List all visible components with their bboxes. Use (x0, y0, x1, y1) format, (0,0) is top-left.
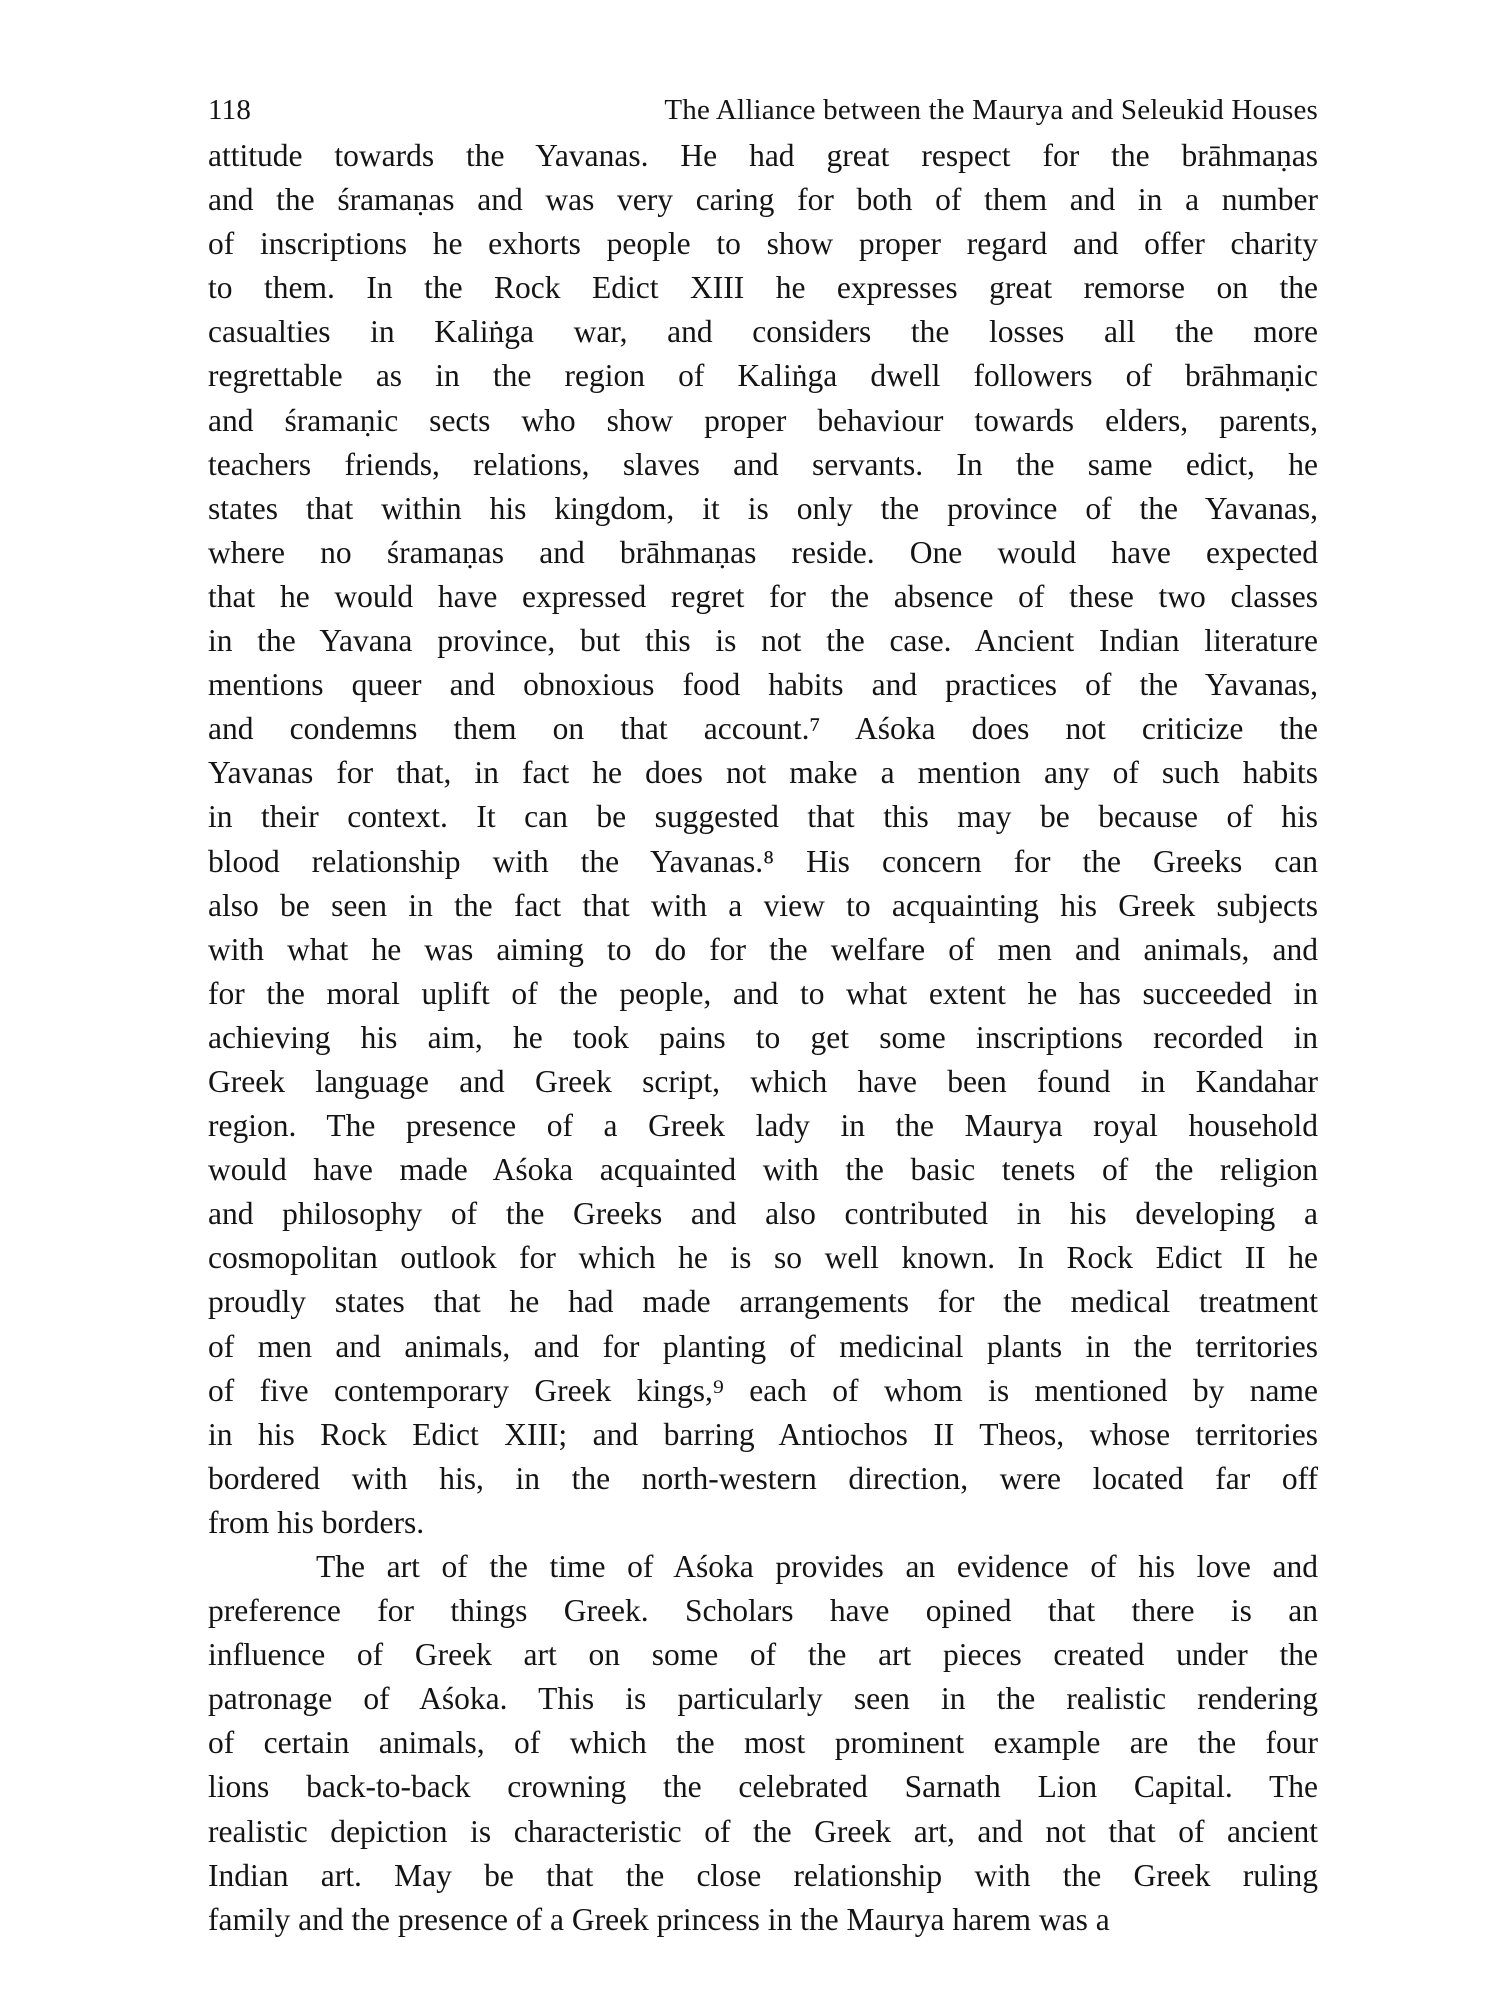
running-header (208, 88, 1318, 132)
text-line: casualties in Kaliṅga war, and considers the losses all the more (208, 314, 1318, 350)
running-title: The Alliance between the Maurya and Seleukid Houses (664, 94, 1318, 126)
text-line: proudly states that he had made arrangements for the medical treatment (208, 1284, 1318, 1320)
text-line: regrettable as in the region of Kaliṅga dwell followers of brāhmaṇic (208, 358, 1318, 394)
text-line: teachers friends, relations, slaves and servants. In the same edict, he (208, 446, 1318, 482)
text-line: realistic depiction is characteristic of the Greek art, and not that of ancient (208, 1813, 1318, 1849)
text-line: where no śramaṇas and brāhmaṇas reside. One would have expected (208, 534, 1318, 570)
text-line: also be seen in the fact that with a view to acquainting his Greek subjects (208, 887, 1318, 923)
text-line: for the moral uplift of the people, and to what extent he has succeeded in (208, 975, 1318, 1011)
paragraph-1 (208, 134, 1318, 1545)
text-line: with what he was aiming to do for the welfare of men and animals, and (208, 931, 1318, 967)
text-line: of certain animals, of which the most prominent example are the four (208, 1725, 1318, 1761)
text-line: in their context. It can be suggested that this may be because of his (208, 799, 1318, 835)
text-line: lions back-to-back crowning the celebrated Sarnath Lion Capital. The (208, 1769, 1318, 1805)
text-line: The art of the time of Aśoka provides an evidence of his love and (316, 1549, 1318, 1584)
text-line: that he would have expressed regret for the absence of these two classes (208, 578, 1318, 614)
text-line: cosmopolitan outlook for which he is so well known. In Rock Edict II he (208, 1240, 1318, 1276)
text-line: of men and animals, and for planting of medicinal plants in the territories (208, 1328, 1318, 1364)
text-line: states that within his kingdom, it is only the province of the Yavanas, (208, 490, 1318, 526)
text-line: Greek language and Greek script, which have been found in Kandahar (208, 1063, 1318, 1099)
text-line: achieving his aim, he took pains to get some inscriptions recorded in (208, 1019, 1318, 1055)
paragraph-2 (208, 1545, 1318, 1942)
text-line: of inscriptions he exhorts people to show proper regard and offer charity (208, 226, 1318, 262)
text-line: bordered with his, in the north-western direction, were located far off (208, 1460, 1318, 1496)
text-line: Yavanas for that, in fact he does not make a mention any of such habits (208, 755, 1318, 791)
text-line: and philosophy of the Greeks and also contributed in his developing a (208, 1196, 1318, 1232)
text-line: blood relationship with the Yavanas.⁸ His concern for the Greeks can (208, 843, 1318, 879)
text-line: to them. In the Rock Edict XIII he expresses great remorse on the (208, 270, 1318, 306)
text-line: in the Yavana province, but this is not the case. Ancient Indian literature (208, 623, 1318, 659)
text-line: and śramaṇic sects who show proper behaviour towards elders, parents, (208, 402, 1318, 438)
text-line: would have made Aśoka acquainted with the basic tenets of the religion (208, 1152, 1318, 1188)
text-line: preference for things Greek. Scholars have opined that there is an (208, 1593, 1318, 1629)
body-text (208, 134, 1318, 1942)
text-line: and the śramaṇas and was very caring for both of them and in a number (208, 182, 1318, 218)
text-line: family and the presence of a Greek princess in the Maurya harem was a (208, 1901, 1110, 1937)
text-line: attitude towards the Yavanas. He had great respect for the brāhmaṇas (208, 138, 1318, 173)
text-line: of five contemporary Greek kings,⁹ each of whom is mentioned by name (208, 1372, 1318, 1408)
book-page (208, 88, 1318, 1968)
text-line: from his borders. (208, 1504, 425, 1540)
text-line: Indian art. May be that the close relationship with the Greek ruling (208, 1857, 1318, 1893)
text-line: patronage of Aśoka. This is particularly seen in the realistic rendering (208, 1681, 1318, 1717)
text-line: mentions queer and obnoxious food habits and practices of the Yavanas, (208, 667, 1318, 703)
text-line: region. The presence of a Greek lady in the Maurya royal household (208, 1108, 1318, 1144)
page-number: 118 (208, 94, 252, 126)
text-line: influence of Greek art on some of the art pieces created under the (208, 1637, 1318, 1673)
text-line: and condemns them on that account.⁷ Aśoka does not criticize the (208, 711, 1318, 747)
text-line: in his Rock Edict XIII; and barring Antiochos II Theos, whose territories (208, 1416, 1318, 1452)
